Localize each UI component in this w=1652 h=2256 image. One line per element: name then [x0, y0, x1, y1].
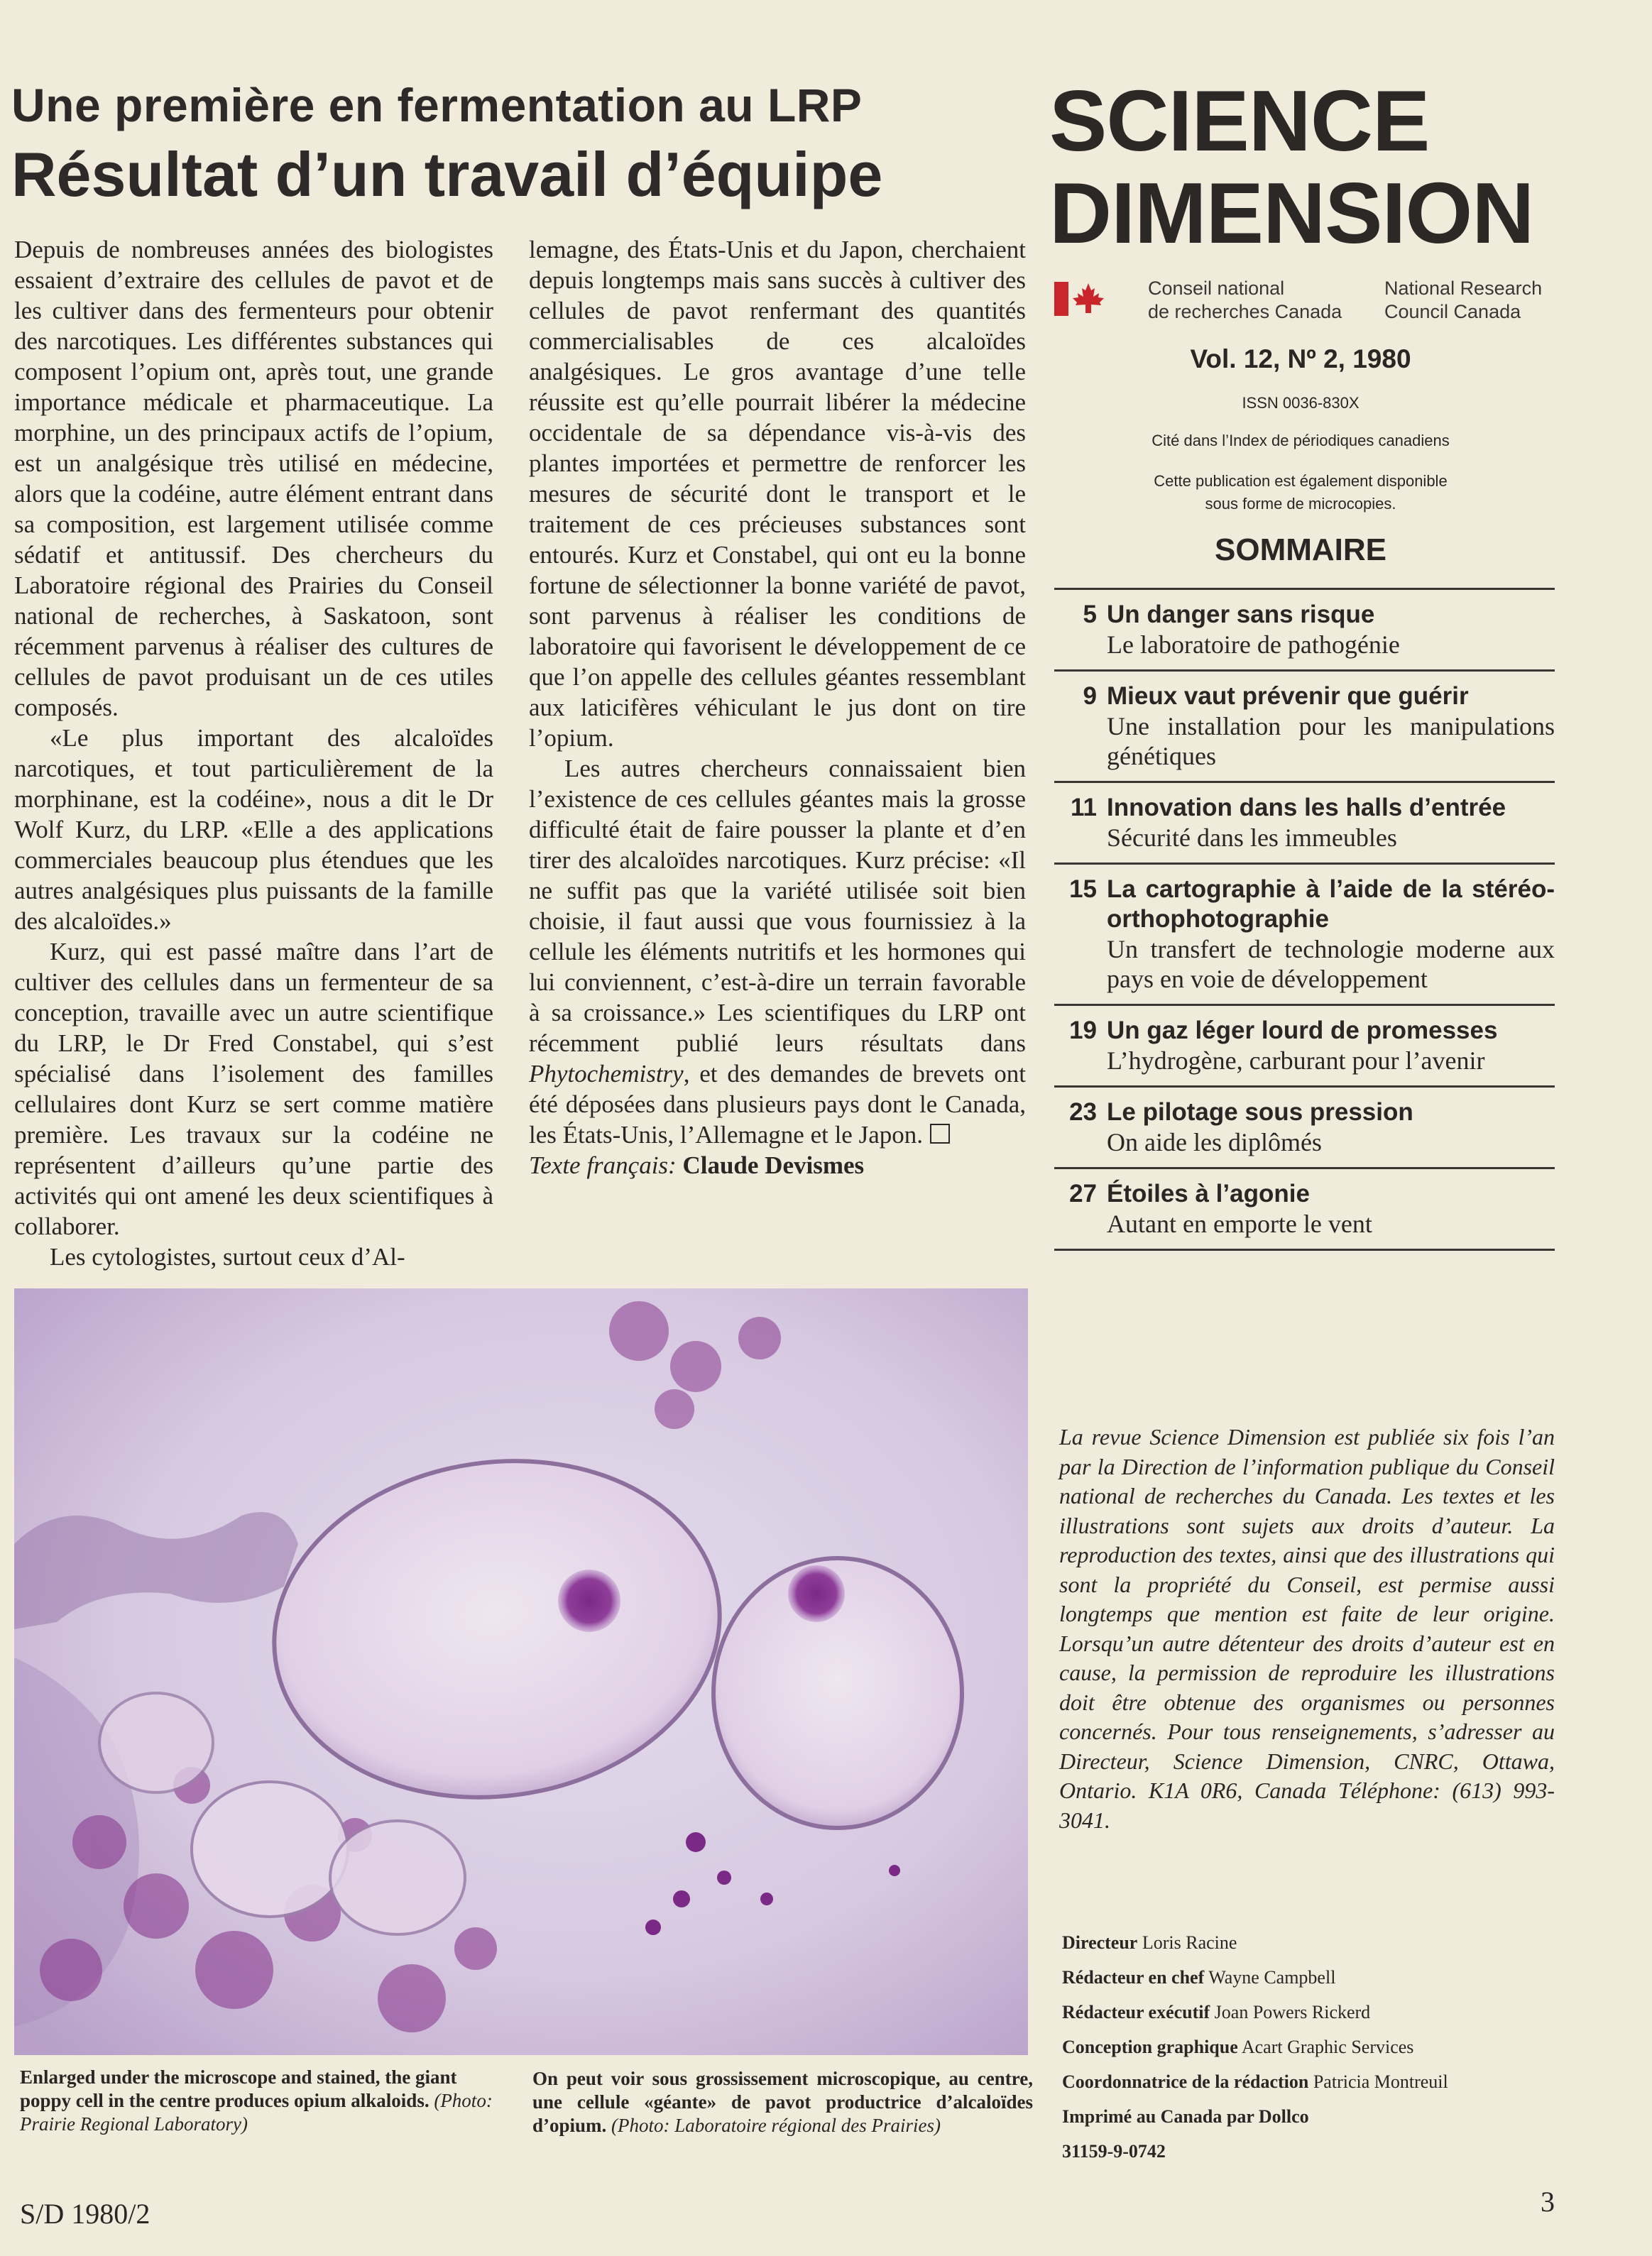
- article-column-1: [14, 234, 493, 1272]
- staff-role: Rédacteur exécutif: [1062, 2002, 1210, 2022]
- magazine-masthead: [1049, 72, 1534, 261]
- toc-page: 23: [1069, 1098, 1097, 1126]
- paragraph: Les cytologistes, surtout ceux d’Al-: [50, 1243, 405, 1271]
- article-headline: Résultat d’un travail d’équipe: [11, 139, 883, 209]
- paragraph: «Le plus important des alcaloïdes narcotiques, et tout particulièrement de la morphinane, est la codéine», nous a dit le Dr Wolf Kurz, du LRP. «Elle a des applications commerciales beaucoup plus étendues que les autres analgésiques plus puissants de la famille des alcaloïdes.»: [14, 724, 493, 935]
- article-column-2: [529, 234, 1026, 1181]
- staff-row: [1062, 1995, 1559, 2030]
- toc-entry[interactable]: [1054, 781, 1555, 863]
- staff-name: Patricia Montreuil: [1313, 2071, 1448, 2092]
- paragraph-text: , et des demandes de brevets ont été déposées dans plusieurs pays dont le Canada, les États-Unis, l’Allemagne et le Japon.: [529, 1060, 1026, 1149]
- staff-row: [1062, 2134, 1559, 2169]
- staff-row: [1062, 2030, 1559, 2064]
- table-of-contents: [1054, 588, 1555, 1251]
- issue-folio: S/D 1980/2: [20, 2198, 151, 2230]
- toc-subtitle: L’hydrogène, carburant pour l’avenir: [1107, 1046, 1485, 1075]
- toc-entry[interactable]: [1054, 669, 1555, 781]
- toc-subtitle: Sécurité dans les immeubles: [1107, 823, 1397, 852]
- paragraph: lemagne, des États-Unis et du Japon, cherchaient depuis longtemps mais sans succès à cultiver des cellules de pavot renfermant des quantités commercialisables de ces alcaloïdes analgésiques. Le gros avantage d’une telle réussite est qu’elle pourrait libérer la médecine occidentale de sa dépendance vis-à-vis des plantes importées et permettre de renforcer les mesures de sécurité dont le transport et le traitement de ces précieuses substances sont entourés. Kurz et Constabel, qui ont eu la bonne fortune de sélectionner la bonne variété de pavot, sont parvenus à réaliser les conditions de laboratoire qui favorisent le développement de ce que l’on appelle des cellules géantes ressemblant aux laticifères véhiculant le jus dont on tire l’opium.: [529, 236, 1026, 752]
- staff-role: Conception graphique: [1062, 2037, 1238, 2057]
- toc-entry[interactable]: [1054, 1167, 1555, 1251]
- photo-credit: (Photo: Laboratoire régional des Prairies): [611, 2115, 941, 2136]
- contents-heading: SOMMAIRE: [1215, 532, 1386, 567]
- masthead-line: DIMENSION: [1049, 165, 1534, 261]
- toc-page: 11: [1071, 794, 1097, 821]
- toc-entry[interactable]: [1054, 1004, 1555, 1085]
- paragraph: Depuis de nombreuses années des biologistes essaient d’extraire des cellules de pavot et de les cultiver dans des fermenteurs pour obtenir des narcotiques. Les différentes substances qui composent l’opium ont, après tout, une grande importance médicale et pharmaceutique. La morphine, un des principaux actifs de l’opium, est un analgésique très utilisé en médecine, alors que la codéine, autre élément entrant dans sa composition, est largement utilisée comme sédatif et antitussif. Des chercheurs du Laboratoire régional des Prairies du Conseil national de recherches, à Saskatoon, sont récemment parvenus à réaliser des cultures de cellules de pavot produisant un de ces utiles composés.: [14, 236, 493, 721]
- staff-row: [1062, 2064, 1559, 2099]
- toc-title: Innovation dans les halls d’entrée: [1107, 794, 1506, 821]
- staff-role: Directeur: [1062, 1932, 1138, 1953]
- publication-notice: La revue Science Dimension est publiée six fois l’an par la Direction de l’information publique du Conseil national de recherches du Canada. Les textes et les illustrations sont sujets aux droits d’auteur. La reproduction des textes, ainsi que des illustrations qui sont la propriété du Conseil, est permise aussi longtemps que mention est faite de leur origine. Lorsqu’un autre détenteur des droits d’auteur est en cause, la permission de reproduire les illustrations doit être obtenue des organismes ou personnes concernés. Pour tous renseignements, s’adresser au Directeur, Science Dimension, CNRC, Ottawa, Ontario. K1A 0R6, Canada Téléphone: (613) 993-3041.: [1059, 1424, 1555, 1833]
- toc-entry[interactable]: [1054, 588, 1555, 669]
- staff-row: [1062, 2099, 1559, 2134]
- toc-page: 27: [1069, 1180, 1097, 1208]
- toc-title: Mieux vaut prévenir que guérir: [1107, 682, 1469, 710]
- index-citation: Cité dans l’Index de périodiques canadiens: [1152, 432, 1450, 449]
- toc-subtitle: Autant en emporte le vent: [1107, 1210, 1372, 1238]
- translation-credit: [529, 1150, 1026, 1181]
- article-kicker: Une première en fermentation au LRP: [11, 79, 863, 131]
- toc-page: 5: [1083, 601, 1097, 628]
- toc-subtitle: Un transfert de technologie moderne aux pays en voie de développement: [1107, 935, 1555, 993]
- toc-title: Un gaz léger lourd de promesses: [1107, 1017, 1498, 1044]
- staff-name: Joan Powers Rickerd: [1214, 2002, 1371, 2022]
- credit-label: Texte français:: [529, 1151, 677, 1179]
- nrc-name-french: Conseil national de recherches Canada: [1148, 278, 1342, 322]
- page-number: 3: [1541, 2186, 1555, 2218]
- toc-page: 15: [1069, 875, 1097, 903]
- staff-role: Coordonnatrice de la rédaction: [1062, 2071, 1309, 2092]
- caption-english: [20, 2066, 510, 2136]
- nrc-name-english: National Research Council Canada: [1384, 278, 1543, 322]
- issn: ISSN 0036-830X: [1242, 394, 1360, 412]
- staff-role: 31159-9-0742: [1062, 2141, 1166, 2162]
- paragraph-text: Les autres chercheurs connaissaient bien l’existence de ces cellules géantes mais la grosse difficulté était de faire pousser la plante et d’en tirer des alcaloïdes narcotiques. Kurz précise: «Il ne suffit pas que la variété utilisée soit bien choisie, il faut aussi que vous fournissiez à la cellule les éléments nutritifs et les hormones qui lui conviennent, c’est-à-dire un terrain favorable à sa croissance.» Les scientifiques du LRP ont récemment publié leurs résultats dans: [529, 755, 1026, 1057]
- paragraph: [529, 753, 1026, 1150]
- credit-name: Claude Devismes: [682, 1151, 865, 1179]
- caption-text: Enlarged under the microscope and stained, the giant poppy cell in the centre produces opium alkaloids.: [20, 2066, 457, 2111]
- caption-text: On peut voir sous grossissement microscopique, au centre, une cellule «géante» de pavot productrice d’alcaloïdes d’opium.: [532, 2068, 1033, 2136]
- toc-entry[interactable]: [1054, 863, 1555, 1004]
- staff-row: [1062, 1960, 1559, 1995]
- toc-subtitle: Une installation pour les manipulations génétiques: [1107, 712, 1555, 770]
- paragraph: Kurz, qui est passé maître dans l’art de cultiver des cellules dans un fermenteur de sa conception, travaille avec un autre scientifique du LRP, le Dr Fred Constabel, qui s’est spécialisé dans l’isolement des familles cellulaires dont Kurz se sert comme matière première. Les travaux sur la codéine ne représentent d’ailleurs qu’une partie des activités qui ont amené les deux scientifiques à collaborer.: [14, 938, 493, 1240]
- toc-title: Un danger sans risque: [1107, 601, 1375, 628]
- staff-role: Imprimé au Canada par Dollco: [1062, 2106, 1309, 2127]
- staff-list: [1062, 1925, 1559, 2169]
- staff-role: Rédacteur en chef: [1062, 1967, 1205, 1988]
- photo-credit: (Photo: Prairie Regional Laboratory): [20, 2090, 493, 2135]
- toc-page: 19: [1069, 1017, 1097, 1044]
- toc-title: Étoiles à l’agonie: [1107, 1180, 1310, 1208]
- toc-page: 9: [1083, 682, 1097, 710]
- journal-name: Phytochemistry: [529, 1060, 684, 1088]
- microcopy-note: Cette publication est également disponible sous forme de microcopies.: [1154, 472, 1448, 513]
- canada-flag-icon: [1054, 280, 1105, 317]
- toc-title: Le pilotage sous pression: [1107, 1098, 1413, 1126]
- end-mark-icon: [930, 1124, 950, 1144]
- toc-subtitle: Le laboratoire de pathogénie: [1107, 630, 1400, 659]
- masthead-line: SCIENCE: [1049, 72, 1430, 169]
- caption-french: [532, 2067, 1033, 2137]
- staff-name: Acart Graphic Services: [1241, 2037, 1414, 2057]
- toc-entry[interactable]: [1054, 1085, 1555, 1167]
- staff-row: [1062, 1925, 1559, 1960]
- poppy-cell-micrograph: [14, 1288, 1028, 2055]
- volume-number: Vol. 12, Nº 2, 1980: [1190, 344, 1411, 373]
- staff-name: Wayne Campbell: [1208, 1967, 1336, 1988]
- staff-name: Loris Racine: [1142, 1932, 1237, 1953]
- toc-title: La cartographie à l’aide de la stéréo-orthophotographie: [1107, 875, 1555, 933]
- toc-subtitle: On aide les diplômés: [1107, 1128, 1322, 1156]
